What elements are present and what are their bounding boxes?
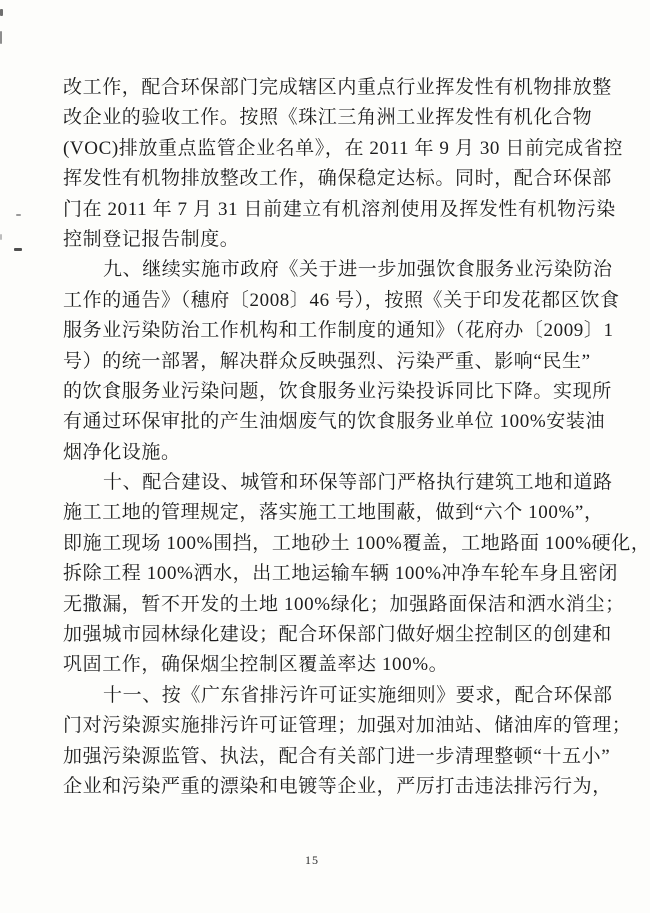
text-line: 十、配合建设、城管和环保等部门严格执行建筑工地和道路 bbox=[103, 472, 613, 494]
scan-speck bbox=[0, 234, 2, 240]
text-line: 工作的通告》（穗府〔2008〕46 号），按照《关于印发花都区饮食 bbox=[63, 289, 620, 311]
page-number: 15 bbox=[305, 853, 319, 867]
text-line: 即施工现场 100%围挡，工地砂土 100%覆盖，工地路面 100%硬化， bbox=[63, 532, 650, 554]
text-line: 挥发性有机物排放整改工作，确保稳定达标。同时，配合环保部 bbox=[63, 168, 612, 190]
text-line: (VOC)排放重点监管企业名单》，在 2011 年 9 月 30 日前完成省控 bbox=[63, 137, 623, 159]
scan-speck bbox=[16, 214, 21, 216]
text-line: 施工工地的管理规定，落实施工工地围蔽，做到“六个 100%”， bbox=[63, 502, 604, 524]
text-line: 有通过环保审批的产生油烟废气的饮食服务业单位 100%安装油 bbox=[63, 411, 606, 433]
text-line: 加强城市园林绿化建设；配合环保部门做好烟尘控制区的创建和 bbox=[63, 624, 612, 646]
text-line: 拆除工程 100%洒水，出工地运输车辆 100%冲净车轮车身且密闭 bbox=[63, 563, 618, 585]
text-line: 改企业的验收工作。按照《珠江三角洲工业挥发性有机化合物 bbox=[63, 107, 593, 129]
text-line: 改工作，配合环保部门完成辖区内重点行业挥发性有机物排放整 bbox=[63, 77, 612, 98]
text-line: 加强污染源监管、执法，配合有关部门进一步清理整顿“十五小” bbox=[63, 745, 611, 767]
text-line: 烟净化设施。 bbox=[63, 441, 181, 463]
scan-speck bbox=[0, 31, 2, 44]
text-line: 控制登记报告制度。 bbox=[63, 228, 240, 250]
scan-speck bbox=[0, 9, 3, 16]
text-block bbox=[63, 73, 650, 802]
text-line: 服务业污染防治工作机构和工作制度的通知》（花府办〔2009〕1 bbox=[63, 320, 614, 342]
text-line: 企业和污染严重的漂染和电镀等企业，严厉打击违法排污行为， bbox=[63, 775, 612, 797]
text-line: 十一、按《广东省排污许可证实施细则》要求，配合环保部 bbox=[103, 684, 613, 706]
text-line: 九、继续实施市政府《关于进一步加强饮食服务业污染防治 bbox=[103, 259, 613, 281]
text-line: 号）的统一部署，解决群众反映强烈、污染严重、影响“民生” bbox=[63, 350, 591, 372]
text-line: 的饮食服务业污染问题，饮食服务业污染投诉同比下降。实现所 bbox=[63, 380, 612, 402]
text-line: 无撒漏，暂不开发的土地 100%绿化；加强路面保洁和洒水消尘； bbox=[63, 593, 625, 615]
scan-speck bbox=[14, 248, 22, 251]
text-line: 门在 2011 年 7 月 31 日前建立有机溶剂使用及挥发性有机物污染 bbox=[63, 198, 616, 220]
text-line: 巩固工作，确保烟尘控制区覆盖率达 100%。 bbox=[63, 654, 449, 676]
text-line: 门对污染源实施排污许可证管理；加强对加油站、储油库的管理； bbox=[63, 715, 632, 737]
